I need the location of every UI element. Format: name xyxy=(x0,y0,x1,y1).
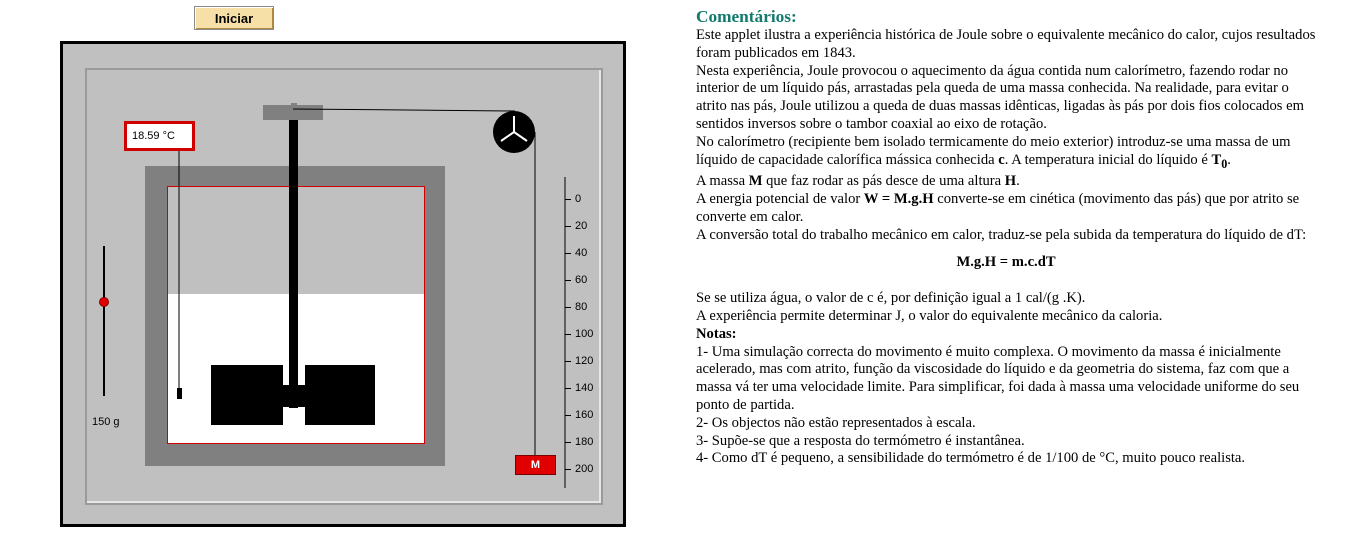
start-button[interactable]: Iniciar xyxy=(194,6,274,30)
note-item: 4- Como dT é pequeno, a sensibilidade do termómetro é de 1/100 de °C, muito pouco realista. xyxy=(696,450,1246,467)
scale-tick xyxy=(565,415,571,416)
scale-tick xyxy=(565,388,571,389)
scale-tick xyxy=(565,334,571,335)
comments-title: Comentários: xyxy=(696,7,797,26)
paddle-right xyxy=(305,365,375,425)
thermometer-bulb xyxy=(177,388,182,399)
temperature-readout: 18.59 °C xyxy=(127,124,192,148)
scale-tick-label: 0 xyxy=(575,193,582,205)
scale-tick-label: 160 xyxy=(575,409,594,421)
comment-paragraph: No calorímetro (recipiente bem isolado termicamente do meio exterior) introduz-se uma massa de um líquido de capacidade calorífica mássica conhecida c. A temperatura inicial do líquido é $T_0$. xyxy=(696,133,1291,171)
scale-tick xyxy=(565,199,571,200)
comment-paragraph: Nesta experiência, Joule provocou o aquecimento da água contida num calorímetro, fazendo rodar no interior de um líquido pás, arrastadas pela queda de uma massa conhecida. Na realidade, para evitar o atrito nas pás, Joule utilizou a queda de duas massas idênticas, ligadas às pás por dois fios colocados em sentidos inversos sobre o tambor coaxial ao eixo de rotação. xyxy=(696,62,1304,132)
comment-paragraph: A massa M que faz rodar as pás desce de uma altura H. xyxy=(696,173,1020,190)
comment-paragraph: Se se utiliza água, o valor de c é, por definição igual a 1 cal/(g .K). xyxy=(696,290,1086,307)
mass-slider-thumb[interactable] xyxy=(99,297,109,307)
mass-value-label: 150 g xyxy=(92,416,120,428)
comments-panel xyxy=(696,7,1316,468)
string-top xyxy=(293,109,515,111)
scale-tick-label: 200 xyxy=(575,463,594,475)
paddle-left xyxy=(211,365,283,425)
scale-tick xyxy=(565,280,571,281)
thermometer-display xyxy=(124,121,195,151)
notes-title: Notas: xyxy=(696,325,737,342)
axle-bracket xyxy=(263,105,323,120)
apparatus-drawing xyxy=(63,44,623,524)
mass-slider-track[interactable] xyxy=(103,246,105,396)
scale-tick xyxy=(565,226,571,227)
comment-paragraph: A experiência permite determinar J, o valor do equivalente mecânico da caloria. xyxy=(696,308,1163,325)
scale-tick xyxy=(565,469,571,470)
falling-mass: M xyxy=(515,455,556,475)
note-item: 1- Uma simulação correcta do movimento é muito complexa. O movimento da massa é inicialmente acelerado, mas com atrito, função da viscosidade do líquido e da geometria do sistema, faz com que a massa vá ter uma velocidade limite. Para simplificar, foi dada à massa uma velocidade uniforme do seu ponto de partida. xyxy=(696,343,1300,414)
scale-tick-label: 180 xyxy=(575,436,594,448)
scale-tick-label: 20 xyxy=(575,220,588,232)
scale-tick-label: 80 xyxy=(575,301,588,313)
comment-paragraph: A energia potencial de valor W = M.g.H converte-se em cinética (movimento das pás) que por atrito se converte em calor. xyxy=(696,191,1300,225)
note-item: 2- Os objectos não estão representados à escala. xyxy=(696,414,976,431)
comment-paragraph: Este applet ilustra a experiência histórica de Joule sobre o equivalente mecânico do calor, cujos resultados foram publicados em 1843. xyxy=(696,27,1316,61)
scale-tick xyxy=(565,361,571,362)
scale-tick-label: 140 xyxy=(575,382,594,394)
paddle-axle xyxy=(289,120,298,408)
scale-tick-label: 120 xyxy=(575,355,594,367)
scale-tick xyxy=(565,307,571,308)
scale-tick xyxy=(565,442,571,443)
scale-tick-label: 40 xyxy=(575,247,588,259)
joule-applet xyxy=(60,41,626,527)
scale-tick-label: 60 xyxy=(575,274,588,286)
paddle-hub xyxy=(281,385,307,407)
scale-tick xyxy=(565,253,571,254)
scale-tick-label: 100 xyxy=(575,328,594,340)
formula: M.g.H = m.c.dT xyxy=(956,254,1056,271)
comment-paragraph: A conversão total do trabalho mecânico em calor, traduz-se pela subida da temperatura do líquido de dT: xyxy=(696,226,1307,243)
note-item: 3- Supõe-se que a resposta do termómetro é instantânea. xyxy=(696,432,1025,449)
